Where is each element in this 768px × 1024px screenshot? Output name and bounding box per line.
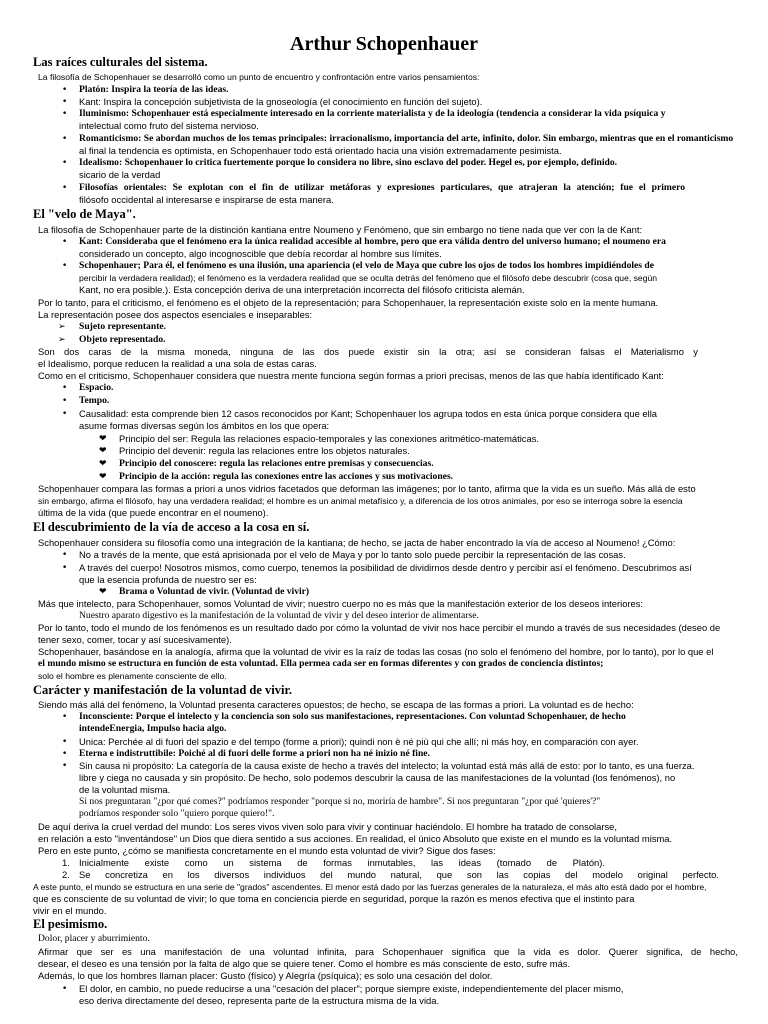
list-item-mente: No a través de la mente, que está aprisionada por el velo de Maya y por lo tanto solo puede percibir la representación de las cosas. (79, 549, 626, 560)
list-item-inicialmente: Inicialmente existe como un sistema de formas inmutables, las ideas (tomado de Platón). (79, 857, 605, 868)
list-item-continuation: libre y ciega no causada y sin propósito. De hecho, solo podemos descubrir la causa de las manifestaciones de la voluntad (los fenómenos), no (79, 772, 676, 783)
list-item-objeto: Objeto representado. (79, 334, 166, 345)
heart-bullet-icon: ❤ (99, 434, 107, 444)
list-item-continuation: sicario de la verdad (79, 169, 161, 180)
bullet-icon: • (62, 409, 68, 419)
list-item-continuation: Kant, no era posible.). Esta concepción deriva de una interpretación incorrecta del filósofo criticista alemán. (79, 284, 525, 295)
list-item-continuation: considerado un concepto, algo incognoscible que debía recordar al hombre sus límites. (79, 248, 442, 259)
heart-bullet-icon: ❤ (99, 459, 107, 469)
bullet-icon: • (62, 183, 68, 193)
list-item-principio-devenir: Principio del devenir: regula las relaciones entre los objetos naturales. (119, 445, 410, 456)
paragraph-line: Por lo tanto, para el criticismo, el fenómeno es el objeto de la representación; para Schopenhauer, la representación existe solo en la mente humana. (38, 297, 659, 308)
list-item-continuation: intelectual como fruto del sistema nervioso. (79, 120, 259, 131)
section-heading-descubrimiento: El descubrimiento de la vía de acceso a la cosa en sí. (33, 520, 310, 534)
paragraph-line: A este punto, el mundo se estructura en una serie de "grados" ascendentes. El menor está dado por las fuerzas generales de la naturaleza, el más alto está dado por el hombre, (33, 882, 707, 892)
bullet-icon: • (62, 383, 68, 393)
bullet-icon: • (62, 85, 68, 95)
list-item-continuation: asume formas diversas según los ámbitos en los que opera: (79, 420, 330, 431)
bullet-icon: • (62, 737, 68, 747)
list-number: 2. (62, 869, 70, 880)
paragraph-line: Además, lo que los hombres llaman placer: Gusto (físico) y Alegría (psíquica); es solo una cesación del dolor. (38, 970, 493, 981)
paragraph-line: vivir en el mundo. (33, 905, 107, 916)
list-item-continuation: al final la tendencia es optimista, en Schopenhauer todo está orientado hacia una visión extremadamente pesimista. (79, 145, 562, 156)
paragraph-line: La representación posee dos aspectos esenciales e inseparables: (38, 309, 313, 320)
paragraph-line: Pero en este punto, ¿cómo se manifiesta concretamente en el mundo esta voluntad de vivir? Sigue dos fases: (38, 845, 496, 856)
bullet-icon: • (62, 134, 68, 144)
paragraph-line: Siendo más allá del fenómeno, la Voluntad presenta caracteres opuestos; de hecho, se escapa de las formas a priori. La voluntad es de hecho: (38, 699, 634, 710)
paragraph-line: el mundo mismo se estructura en función de esta voluntad. Ella permea cada ser en formas diferentes y con grados de conciencia distintos; (38, 658, 604, 669)
heart-bullet-icon: ❤ (99, 587, 107, 597)
list-item-kant: Kant: Inspira la concepción subjetivista de la gnoseología (el conocimiento en función del sujeto). (79, 96, 483, 107)
bullet-icon: • (62, 261, 68, 271)
paragraph-line: el Idealismo, porque reducen la realidad a una sola de estas caras. (38, 358, 317, 369)
bullet-icon: • (62, 158, 68, 168)
list-item-continuation: percibir la verdadera realidad); el fenómeno es la verdadera realidad que se oculta detrás del fenómeno que el filósofo debe descubrir (cosa que, según (79, 273, 658, 283)
list-item-continuation: eso deriva directamente del deseo, representa parte de la estructura misma de la vida. (79, 995, 440, 1006)
indented-line: Nuestro aparato digestivo es la manifestación de la voluntad de vivir y del deseo interior de alimentarse. (79, 610, 479, 621)
paragraph-line: tener sexo, comer, tocar y así sucesivamente). (38, 634, 232, 645)
section-heading-pesimismo: El pesimismo. (33, 917, 108, 931)
paragraph-line: La filosofía de Schopenhauer parte de la distinción kantiana entre Noumeno y Fenómeno, que sin embargo no tiene nada que ver con la de Kant: (38, 224, 643, 235)
paragraph-line: que es consciente de su voluntad de vivir; lo que toma en conciencia pierde en seguridad, porque la razón es menos efectiva que el instinto para (33, 893, 635, 904)
list-item-brama: Brama o Voluntad de vivir. (Voluntad de vivir) (119, 586, 310, 597)
quote-line: podríamos responder solo "quiero porque quiero!". (79, 808, 275, 819)
section-heading-raices: Las raíces culturales del sistema. (33, 55, 208, 69)
list-number: 1. (62, 857, 70, 868)
bullet-icon: • (62, 97, 68, 107)
list-item-filosofias-orientales: Filosofías orientales: Se explotan con el fin de utilizar metáforas y expresiones particulares, que atrajeran la atención; fue el primero (79, 182, 685, 193)
paragraph-line: desear, el deseo es una tensión por la falta de algo que se quiere tener. Como el hombre es más consciente de esto, sufre más. (38, 958, 571, 969)
list-item-sujeto: Sujeto representante. (79, 321, 167, 332)
bullet-icon: • (62, 109, 68, 119)
paragraph-line: Schopenhauer compara las formas a priori a unos vidrios facetados que deforman las imágenes; por lo tanto, afirma que la vida es un sueño. Más allá de esto (38, 483, 696, 494)
heart-bullet-icon: ❤ (99, 472, 107, 482)
heart-bullet-icon: ❤ (99, 446, 107, 456)
bullet-icon: • (62, 563, 68, 573)
section-heading-caracter: Carácter y manifestación de la voluntad de vivir. (33, 683, 293, 697)
paragraph-line: Como en el criticismo, Schopenhauer considera que nuestra mente funciona según formas a priori precisas, menos de las que había identificado Kant: (38, 370, 664, 381)
list-item-continuation: de la voluntad misma. (79, 784, 171, 795)
list-item-concretiza: Se concretiza en los diversos individuos del mundo natural, que son las copias del modelo original perfecto. (79, 869, 719, 880)
list-item-espacio: Espacio. (79, 382, 114, 393)
list-item-continuation: filósofo occidental al interesarse e inspirarse de esta manera. (79, 194, 334, 205)
list-item-unica: Unica: Perchée al di fuori del spazio e del tempo (forme a priori); quindi non è né più qui che allí; ni más hoy, en comparación con ayer. (79, 736, 639, 747)
paragraph-line: Afirmar que ser es una manifestación de una voluntad infinita, para Schopenhauer significa que la vida es dolor. Querer significa, de hecho, (38, 946, 738, 957)
list-item-principio-accion: Principio de la acción: regula las conexiones entre las acciones y sus motivaciones. (119, 471, 454, 482)
list-item-inconsciente: Inconsciente: Porque el intelecto y la conciencia son solo sus manifestaciones, representaciones. Con voluntad Schopenhauer, de hecho (79, 711, 626, 722)
list-item-sin-causa: Sin causa ni propósito: La categoría de la causa existe de hecho a través del intelecto; la voluntad está más allá de esto: por lo tanto, es una fuerza. (79, 760, 695, 771)
list-item-eterna: Eterna e indistruttibile: Poiché al di fuori delle forme a priori non ha né inizio né fine. (79, 748, 430, 759)
list-item-dolor: El dolor, en cambio, no puede reducirse a una "cesación del placer"; porque siempre existe, independientemente del placer mismo, (79, 983, 624, 994)
page-title: Arthur Schopenhauer (290, 33, 478, 55)
bullet-icon: • (62, 550, 68, 560)
bullet-icon: • (62, 712, 68, 722)
list-item-tempo: Tempo. (79, 395, 110, 406)
arrow-bullet-icon: ➢ (58, 322, 66, 332)
list-item-schopenhauer-fenomeno: Schopenhauer; Para él, el fenómeno es una ilusión, una apariencia (el velo de Maya que cubre los ojos de todos los hombres impidiéndoles de (79, 260, 655, 271)
list-item-romanticismo: Romanticismo: Se abordan muchos de los temas principales: irracionalismo, importancia del arte, infinito, dolor. Sin embargo, mientras que en el romanticismo (79, 133, 734, 144)
arrow-bullet-icon: ➢ (58, 335, 66, 345)
list-item-platon: Platón: Inspira la teoría de las ideas. (79, 84, 229, 95)
list-item-continuation: intendeEnergia, Impulso hacia algo. (79, 723, 227, 734)
paragraph-line: última de la vida (que puede encontrar en el noumeno). (38, 507, 269, 518)
list-item-idealismo: Idealismo: Schopenhauer lo critica fuertemente porque lo considera no libre, sino esclavo del poder. Hegel es, por ejemplo, definido. (79, 157, 618, 168)
bullet-icon: • (62, 761, 68, 771)
list-item-kant-fenomeno: Kant: Consideraba que el fenómeno era la única realidad accesible al hombre, pero que era válida dentro del universo humano; el noumeno era (79, 236, 666, 247)
paragraph-line: sin embargo, afirma el filósofo, hay una verdadera realidad; el hombre es un animal metafísico y, a diferencia de los otros animales, por eso se interroga sobre la esencia (38, 496, 683, 506)
bullet-icon: • (62, 749, 68, 759)
paragraph-line: Son dos caras de la misma moneda, ninguna de las dos puede existir sin la otra; así se consideran falsas el Materialismo y (38, 346, 698, 357)
bullet-icon: • (62, 237, 68, 247)
list-item-principio-conoscere: Principio del conoscere: regula las relaciones entre premisas y consecuencias. (119, 458, 434, 469)
subheading-line: Dolor, placer y aburrimiento. (38, 933, 150, 944)
bullet-icon: • (62, 984, 68, 994)
paragraph-line: De aquí deriva la cruel verdad del mundo: Los seres vivos viven solo para vivir y continuar haciéndolo. El hombre ha tratado de consolarse, (38, 821, 617, 832)
paragraph-line: Más que intelecto, para Schopenhauer, somos Voluntad de vivir; nuestro cuerpo no es más que la manifestación exterior de los deseos interiores: (38, 598, 644, 609)
paragraph-line: La filosofía de Schopenhauer se desarrolló como un punto de encuentro y confrontación entre varios pensamientos: (38, 72, 480, 82)
list-item-principio-ser: Principio del ser: Regula las relaciones espacio-temporales y las conexiones aritmético-matemáticas. (119, 433, 539, 444)
paragraph-line: en relación a esto "inventándose" un Dios que diera sentido a sus acciones. En realidad, el único Absoluto que existe en el mundo es la voluntad misma. (38, 833, 673, 844)
list-item-iluminismo: Iluminismo: Schopenhauer está especialmente interesado en la corriente materialista y de la ideología (tendencia a considerar la vida psíquica y (79, 108, 666, 119)
section-heading-velo-de-maya: El "velo de Maya". (33, 207, 136, 221)
paragraph-line: Por lo tanto, todo el mundo de los fenómenos es un resultado dado por cómo la voluntad de vivir nos hace percibir el mundo a través de sus necesidades (deseo de (38, 622, 721, 633)
quote-line: Si nos preguntaran "¿por qué comes?" podríamos responder "porque si no, moriría de hambre". Si nos preguntaran "¿por qué 'quieres'?" (79, 796, 601, 807)
paragraph-line: Schopenhauer considera su filosofía como una integración de la kantiana; de hecho, se jacta de haber encontrado la vía de acceso al Noumeno! ¿Cómo: (38, 537, 676, 548)
list-item-causalidad: Causalidad: esta comprende bien 12 casos reconocidos por Kant; Schopenhauer los agrupa todos en esta única porque considera que ella (79, 408, 657, 419)
paragraph-line: Schopenhauer, basándose en la analogía, afirma que la voluntad de vivir es la raíz de todas las cosas (no solo el fenómeno del hombre, por lo tanto), por lo que el (38, 646, 714, 657)
bullet-icon: • (62, 396, 68, 406)
list-item-cuerpo: A través del cuerpo! Nosotros mismos, como cuerpo, tenemos la posibilidad de dividirnos desde dentro y percibir así el fenómeno. Descubrimos así (79, 562, 692, 573)
paragraph-line: solo el hombre es plenamente consciente de ello. (38, 671, 227, 681)
list-item-continuation: que la esencia profunda de nuestro ser es: (79, 574, 257, 585)
